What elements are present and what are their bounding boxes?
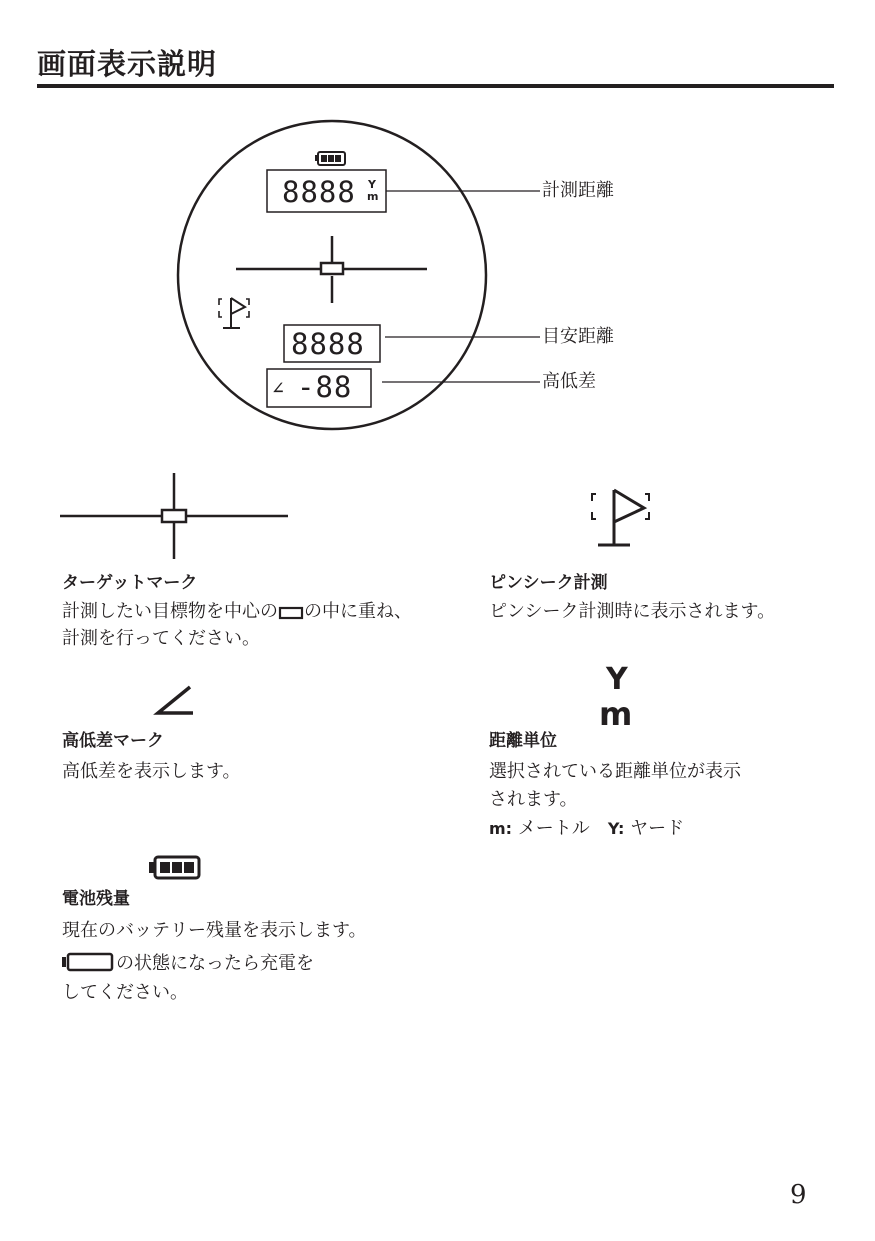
battery-line1: 現在のバッテリー残量を表示します。 [62, 920, 367, 941]
target-digits: 8888 [291, 327, 365, 361]
battery-empty-icon [62, 952, 116, 972]
battery-heading: 電池残量 [62, 889, 130, 909]
distance-digits: 8888 [282, 175, 356, 209]
distance-unit-heading: 距離単位 [489, 731, 557, 751]
callout-height-diff: 高低差 [542, 371, 596, 392]
battery-line2: の状態になったら充電を [62, 950, 314, 977]
distance-unit-legend: m: メートル Y: ヤード [489, 818, 685, 839]
distance-unit-line1: 選択されている距離単位が表示 [489, 761, 741, 782]
target-mark-heading: ターゲットマーク [62, 573, 198, 593]
pin-seek-heading: ピンシーク計測 [489, 573, 608, 593]
target-box-icon [278, 606, 304, 620]
crosshair-target-icon [236, 236, 427, 303]
callout-distance: 計測距離 [542, 180, 614, 201]
height-mark-line1: 高低差を表示します。 [62, 761, 241, 782]
angle-symbol: ∠ [272, 376, 285, 400]
angle-value: -88 [297, 370, 353, 404]
target-mark-line2: 計測を行ってください。 [62, 628, 260, 649]
battery-line3: してください。 [62, 982, 188, 1003]
unit-m-small: m [367, 190, 379, 203]
unit-m-large: m [599, 695, 633, 733]
pin-seek-line1: ピンシーク計測時に表示されます。 [489, 601, 776, 622]
height-mark-heading: 高低差マーク [62, 731, 164, 751]
page-number: 9 [790, 1180, 807, 1210]
page-title: 画面表示説明 [37, 47, 218, 81]
callout-target-distance: 目安距離 [542, 326, 614, 347]
large-battery-icon [149, 857, 199, 878]
distance-unit-line2: されます。 [489, 789, 578, 810]
unit-y-large: Y [606, 662, 628, 697]
viewfinder-diagram [0, 0, 875, 440]
target-mark-line1: 計測したい目標物を中心の の中に重ね、 [62, 601, 412, 622]
battery-full-icon [315, 152, 345, 165]
large-pin-flag-icon [592, 490, 649, 545]
pin-flag-icon [219, 298, 249, 328]
angle-mark-icon [158, 687, 193, 713]
large-crosshair-icon [60, 473, 288, 559]
unit-y-small: Y [368, 178, 376, 191]
explanation-icons [0, 460, 875, 880]
